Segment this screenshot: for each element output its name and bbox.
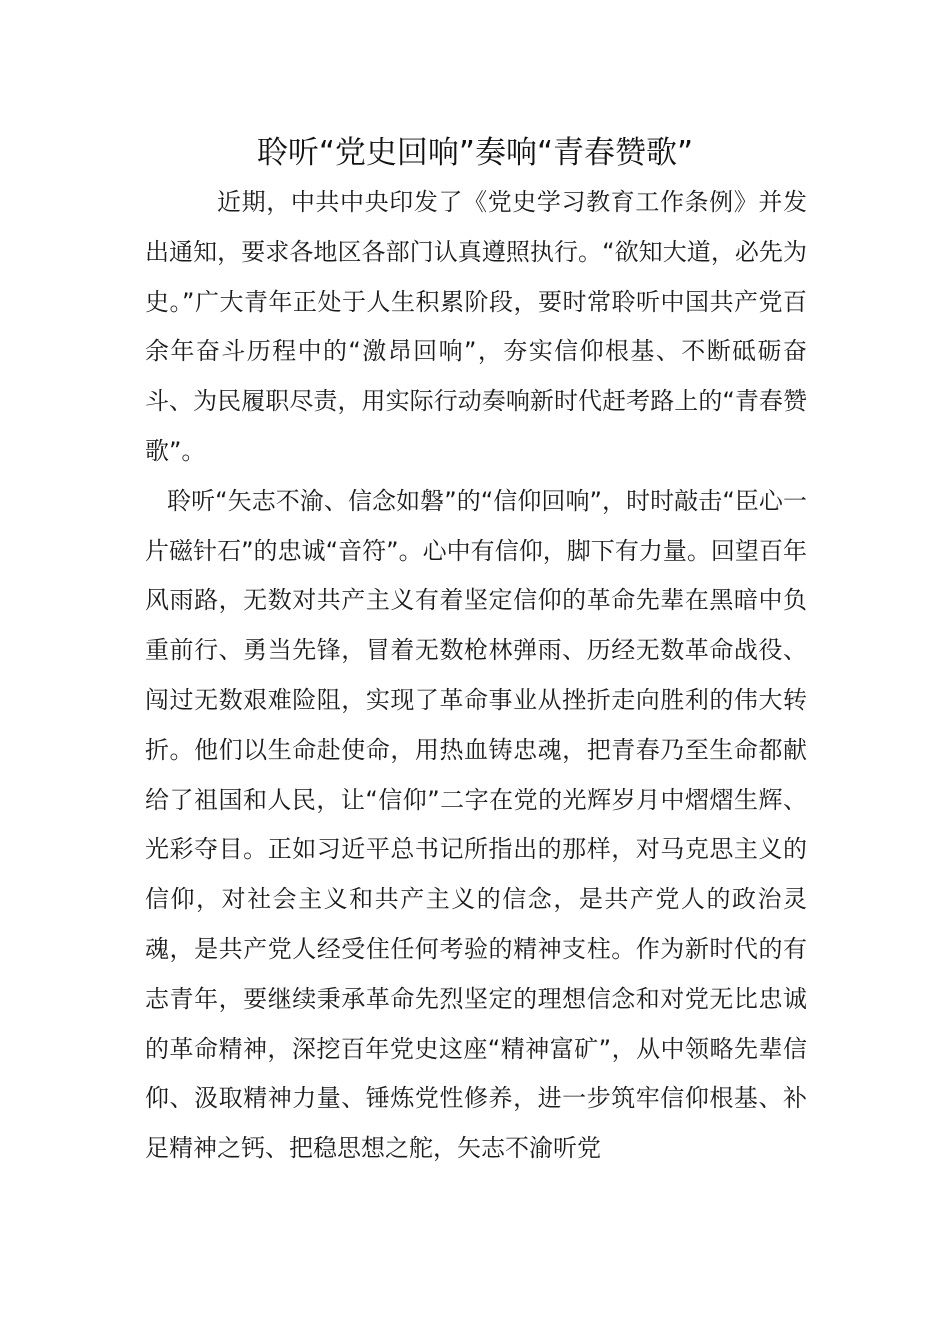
paragraph-2: 聆听“矢志不渝、信念如磐”的“信仰回响”，时时敲击“臣心一片磁针石”的忠诚“音符”。心中有信仰，脚下有力量。回望百年风雨路，无数对共产主义有着坚定信仰的革命先辈在黑暗中负重前行、勇当先锋，冒着无数枪林弹雨、历经无数革命战役、闯过无数艰难险阻，实现了革命事业从挫折走向胜利的伟大转折。他们以生命赴使命，用热血铸忠魂，把青春乃至生命都献给了祖国和人民，让“信仰”二字在党的光辉岁月中熠熠生辉、光彩夺目。正如习近平总书记所指出的那样，对马克思主义的信仰，对社会主义和共产主义的信念，是共产党人的政治灵魂，是共产党人经受住任何考验的精神支柱。作为新时代的有志青年，要继续秉承革命先烈坚定的理想信念和对党无比忠诚的革命精神，深挖百年党史这座“精神富矿”，从中领略先辈信仰、汲取精神力量、锤炼党性修养，进一步筑牢信仰根基、补足精神之钙、把稳思想之舵，矢志不渝听党 — [145, 486, 807, 1163]
document-title: 聆听“党史回响”奏响“青春赞歌” — [256, 135, 694, 171]
paragraph-1: 近期，中共中央印发了《党史学习教育工作条例》并发出通知，要求各地区各部门认真遵照执行。“欲知大道，必先为史。”广大青年正处于人生积累阶段，要时常聆听中国共产党百余年奋斗历程中的“激昂回响”，夯实信仰根基、不断砥砺奋斗、为民履职尽责，用实际行动奏响新时代赶考路上的“青春赞歌”。 — [145, 188, 807, 465]
document-body — [145, 178, 807, 1174]
